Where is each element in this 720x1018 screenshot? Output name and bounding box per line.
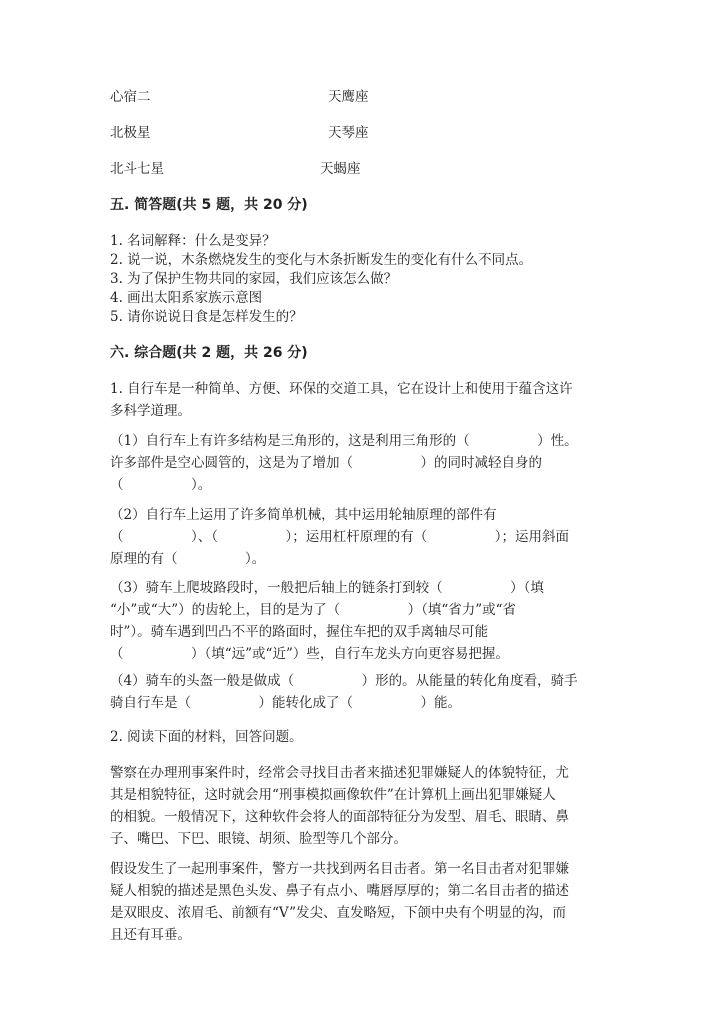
s5-question-5: 5. 请你说说日食是怎样发生的？ (110, 309, 303, 325)
q2-passage-1-line-3: 的相貌。一般情况下，这种软件会将人的面部特征分为发型、眉毛、眼睛、鼻 (110, 809, 569, 825)
q1-part-1-line-3: （ ）。 (110, 477, 212, 493)
q1-intro (110, 378, 615, 422)
match-left-2: 北极星 (110, 125, 151, 141)
q1-part-4 (110, 670, 615, 714)
q1-part-3 (110, 577, 615, 665)
q1-part-3-line-1: （3）骑车上爬坡路段时，一般把后轴上的链条打到较（ ）（填 (110, 580, 544, 596)
q1-part-1-line-1: （1）自行车上有许多结构是三角形的，这是利用三角形的（ ）性。 (110, 433, 578, 449)
s5-question-2: 2. 说一说，木条燃烧发生的变化与木条折断发生的变化有什么不同点。 (110, 252, 533, 268)
match-left-1: 心宿二 (110, 89, 151, 105)
q1-part-2-line-1: （2）自行车上运用了许多简单机械，其中运用轮轴原理的部件有 (110, 507, 497, 523)
q2-passage-2 (110, 858, 615, 946)
q2-intro: 2. 阅读下面的材料，回答问题。 (110, 729, 303, 745)
q2-passage-1-line-1: 警察在办理刑事案件时，经常会寻找目击者来描述犯罪嫌疑人的体貌特征，尤 (110, 765, 569, 781)
q1-intro-line-1: 1. 自行车是一种简单、方便、环保的交道工具，它在设计上和使用于蕴含这许 (110, 381, 573, 397)
section-5-title: 五. 简答题(共 5 题，共 20 分) (110, 197, 308, 213)
q1-part-4-line-2: 骑自行车是（ ）能转化成了（ ）能。 (110, 695, 461, 711)
s5-question-1: 1. 名词解释：什么是变异？ (110, 233, 276, 249)
q1-part-2 (110, 504, 615, 570)
q1-part-4-line-1: （4）骑车的头盔一般是做成（ ）形的。从能量的转化角度看，骑手 (110, 673, 578, 689)
q2-passage-2-line-2: 疑人相貌的描述是黑色头发、鼻子有点小、嘴唇厚厚的；第二名目击者的描述 (110, 883, 569, 899)
q1-intro-line-2: 多科学道理。 (110, 403, 191, 419)
q1-part-1 (110, 430, 615, 496)
section-6-title: 六. 综合题(共 2 题，共 26 分) (110, 345, 308, 361)
s5-question-3: 3. 为了保护生物共同的家园，我们应该怎么做？ (110, 271, 398, 287)
q1-part-3-line-2: “小”或“大”）的齿轮上，目的是为了（ ）（填“省力”或“省 (110, 602, 517, 618)
q1-part-3-line-3: 时”）。骑车遇到凹凸不平的路面时，握住车把的双手离轴尽可能 (110, 624, 489, 640)
q1-part-3-line-4: （ ）（填“远”或“近”）些，自行车龙头方向更容易把握。 (110, 646, 509, 662)
q2-passage-1-line-2: 其是相貌特征，这时就会用“刑事模拟画像软件”在计算机上画出犯罪嫌疑人 (110, 787, 556, 803)
q2-passage-1 (110, 762, 615, 850)
match-right-3: 天蝎座 (320, 161, 361, 177)
q2-passage-2-line-3: 是双眼皮、浓眉毛、前额有“V”发尖、直发略短，下颌中央有个明显的沟，而 (110, 905, 567, 921)
q1-part-1-line-2: 许多部件是空心圆管的，这是为了增加（ ）的同时减轻自身的 (110, 455, 542, 471)
q2-passage-2-line-1: 假设发生了一起刑事案件，警方一共找到两名目击者。第一名目击者对犯罪嫌 (110, 861, 569, 877)
match-right-1: 天鹰座 (328, 89, 369, 105)
q1-part-2-line-2: （ ）、（ ）；运用杠杆原理的有（ ）；运用斜面 (110, 529, 569, 545)
s5-question-4: 4. 画出太阳系家族示意图 (110, 290, 263, 306)
q2-passage-1-line-4: 子、嘴巴、下巴、眼镜、胡须、脸型等几个部分。 (110, 831, 407, 847)
match-left-3: 北斗七星 (110, 161, 164, 177)
q1-part-2-line-3: 原理的有（ ）。 (110, 551, 266, 567)
match-right-2: 天琴座 (328, 125, 369, 141)
q2-passage-2-line-4: 且还有耳垂。 (110, 927, 191, 943)
